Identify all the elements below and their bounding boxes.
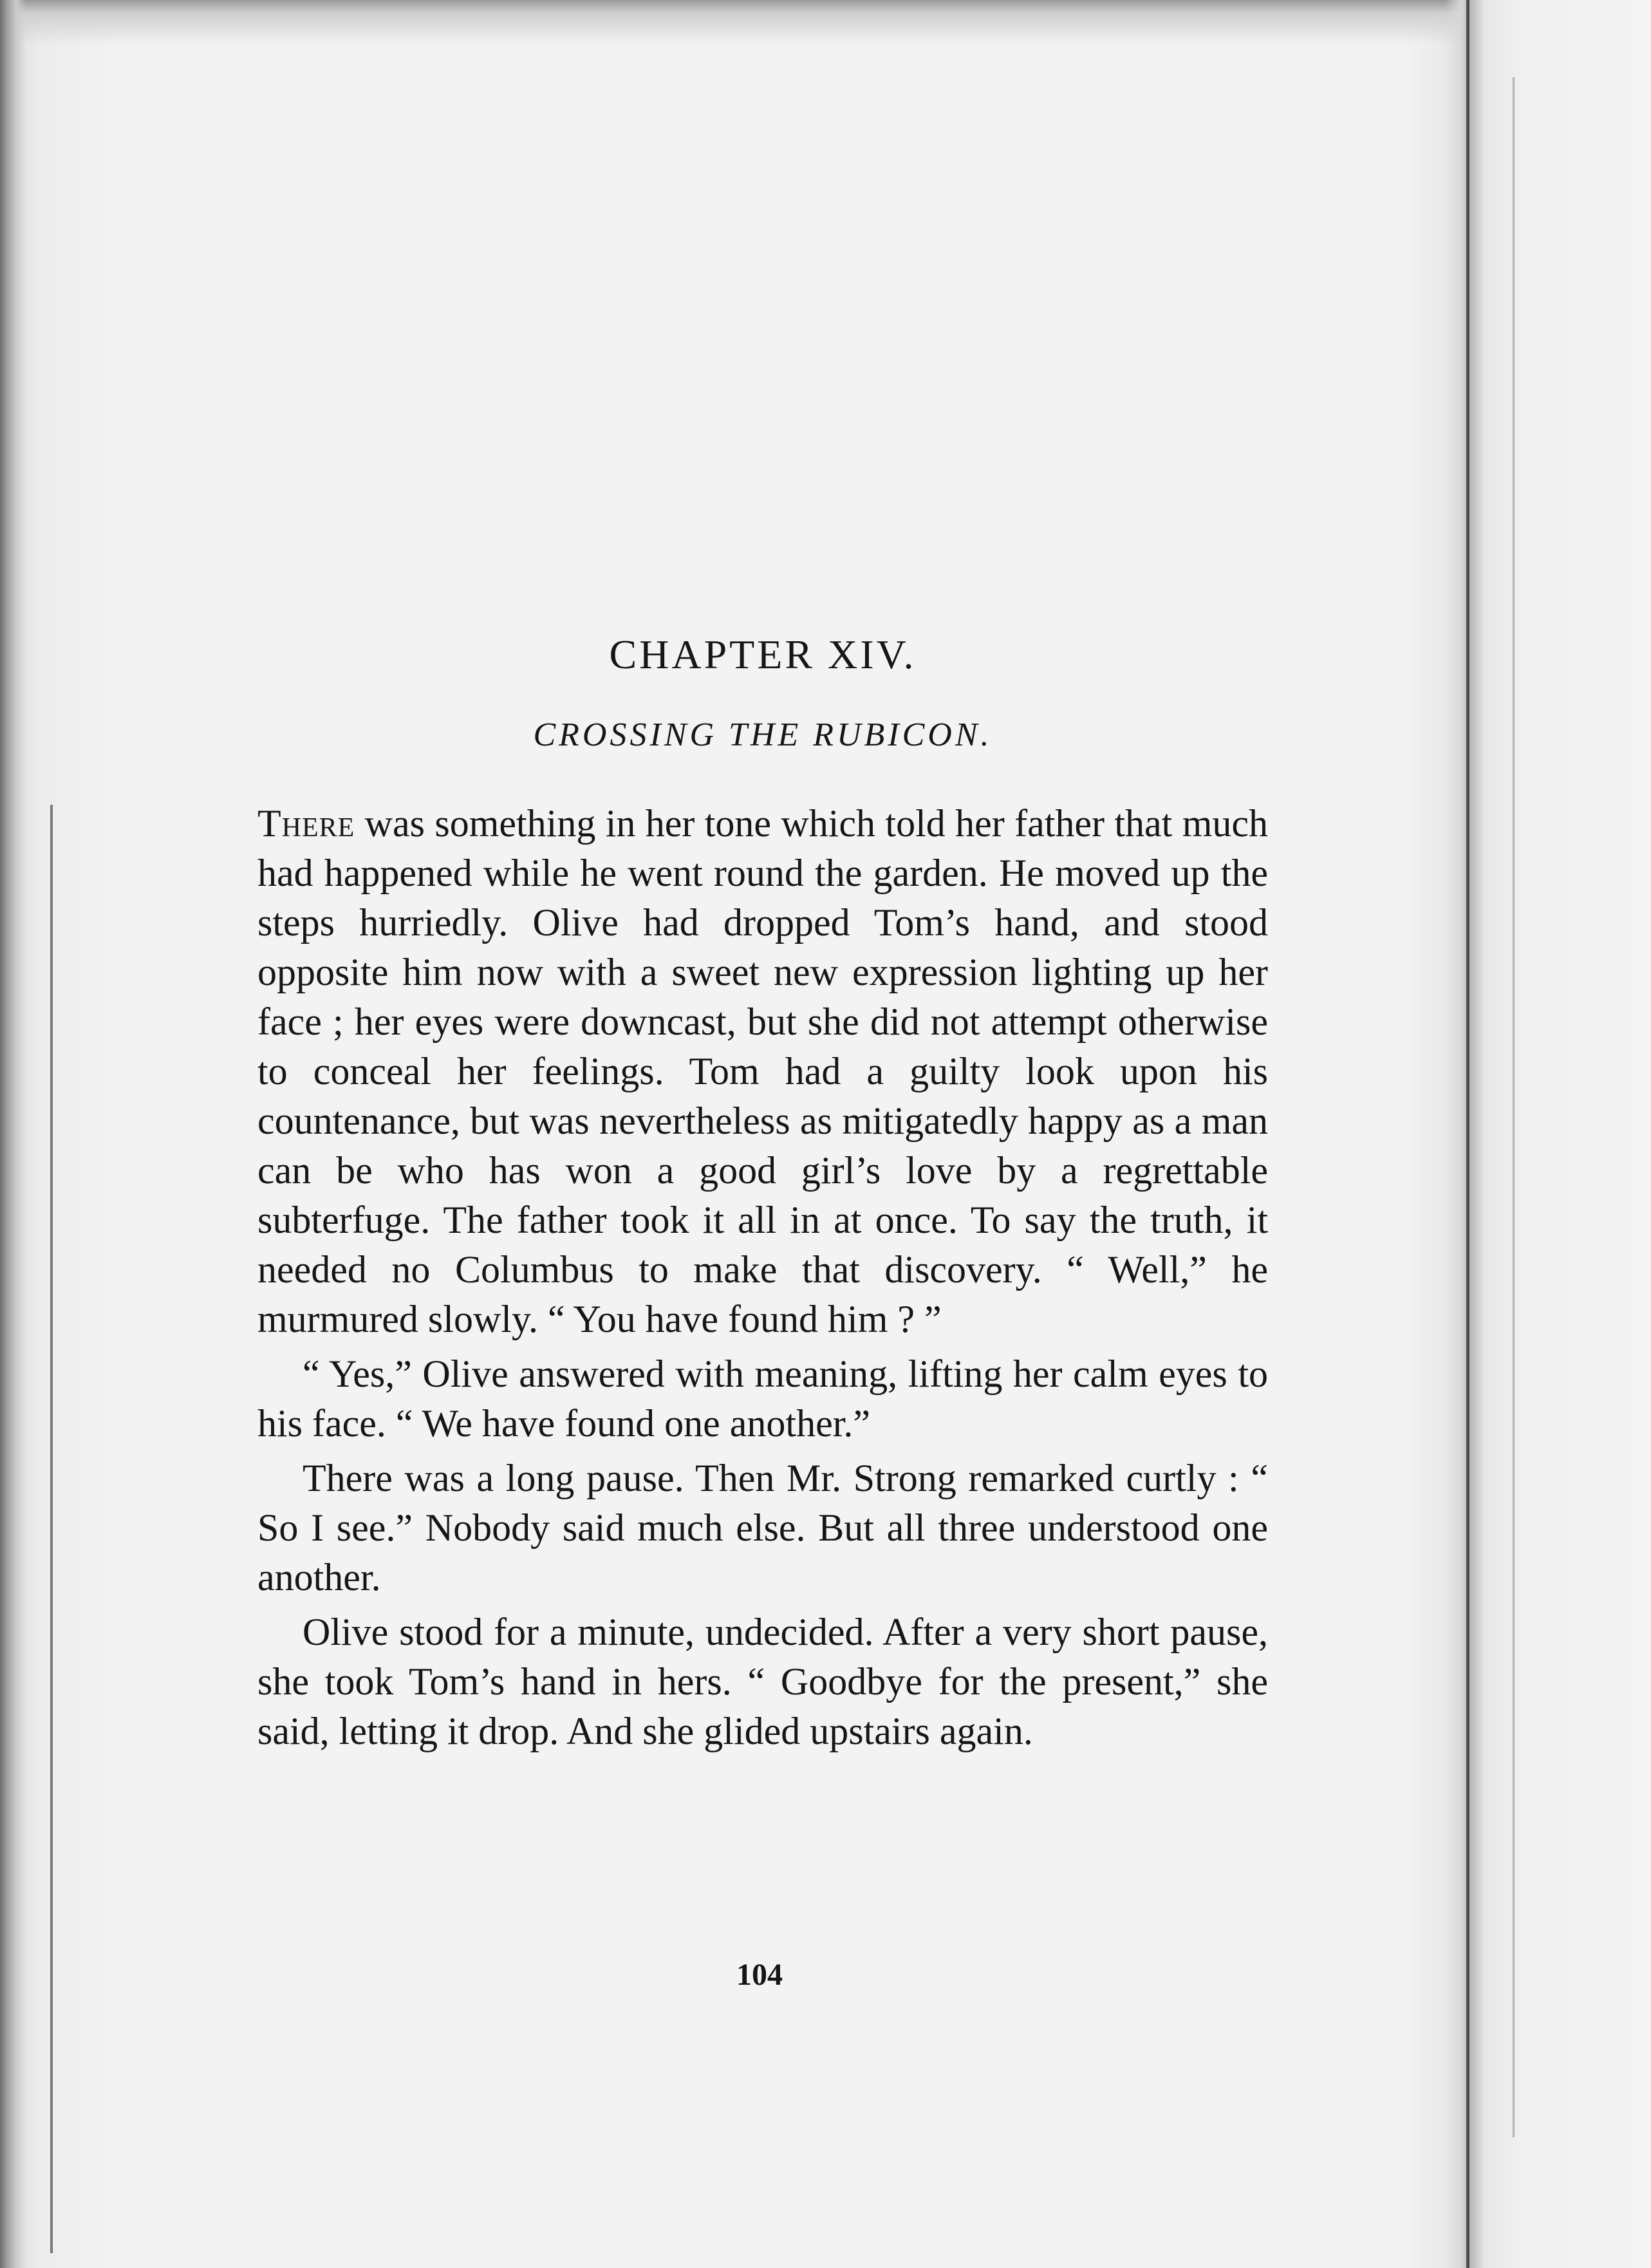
paragraph-3: There was a long pause. Then Mr. Strong remarked curtly : “ So I see.” Nobody said much else. But all three understood one another. (257, 1457, 1268, 1598)
page-body (257, 631, 1268, 1761)
chapter-heading: CHAPTER XIV. (609, 632, 917, 677)
paragraph-4: Olive stood for a minute, undecided. After a very short pause, she took Tom’s hand in hers. “ Goodbye for the present,” she said, letting it drop. And she glided upstairs again. (257, 1611, 1268, 1752)
facing-page-line (1513, 77, 1515, 2137)
paragraph-lead-word: There (257, 802, 355, 845)
binding-gutter (1445, 0, 1484, 2268)
page-edge-rule (50, 805, 53, 2253)
page-number: 104 (736, 1958, 783, 1992)
binding-line (1466, 0, 1469, 2268)
scan-top-shadow (0, 0, 1474, 45)
paragraph-text: was something in her tone which told her father that much had happened while he went round the garden. He moved up the steps hurriedly. Olive had dropped Tom’s hand, and stood opposite him now with a sweet new expression lighting up her face ; her eyes were downcast, but she did not attempt otherwise to conceal her feelings. Tom had a guilty look upon his countenance, but was nevertheless as mitigatedly happy as a man can be who has won a good girl’s love by a regrettable subterfuge. The father took it all in at once. To say the truth, it needed no Columbus to make that discovery. “ Well,” he murmured slowly. “ You have found him ? ” (257, 802, 1268, 1340)
facing-page-edge (1484, 0, 1651, 2268)
paragraph-1 (257, 799, 1268, 1344)
chapter-subtitle: CROSSING THE RUBICON. (533, 717, 993, 753)
page-left-edge (0, 0, 26, 2268)
paragraph-2: “ Yes,” Olive answered with meaning, lifting her calm eyes to his face. “ We have found one another.” (257, 1353, 1268, 1445)
